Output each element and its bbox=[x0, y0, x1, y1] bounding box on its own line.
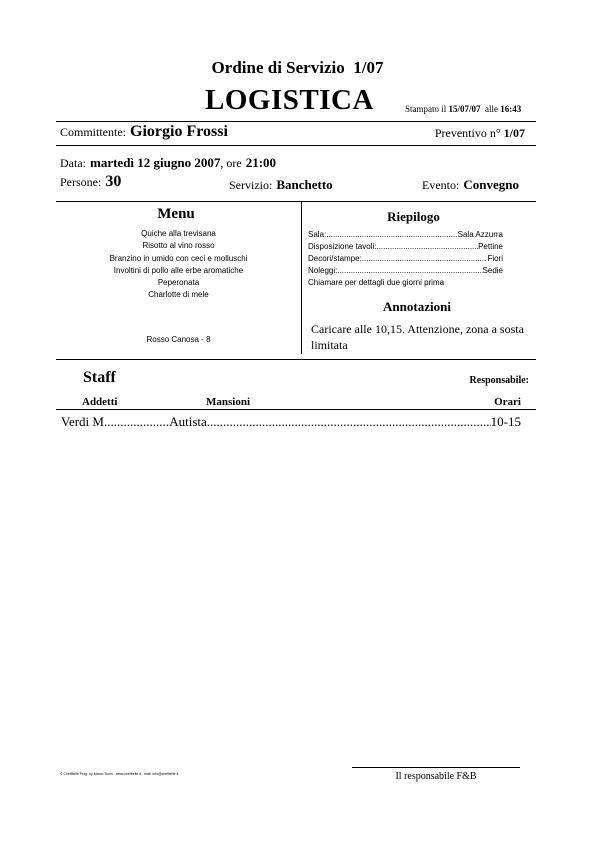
staff-hours: 10-15 bbox=[490, 414, 521, 429]
staff-heading: Staff bbox=[83, 369, 116, 386]
print-stamp: Stampato il 15/07/07 alle 16:43 bbox=[405, 104, 522, 114]
client-line bbox=[60, 123, 228, 141]
menu-heading: Menu bbox=[157, 206, 195, 222]
staff-name: Verdi M. bbox=[61, 414, 108, 429]
order-title: Ordine di Servizio bbox=[211, 58, 345, 77]
event-time: 21:00 bbox=[245, 155, 277, 170]
menu-item: Risotto al vino rosso bbox=[142, 241, 215, 251]
signature-line bbox=[352, 767, 520, 768]
client-divider bbox=[56, 145, 536, 146]
annotations-text: Caricare alle 10,15. Attenzione, zona a sosta limitata bbox=[311, 322, 524, 352]
wine-line: Rosso Canosa - 8 bbox=[146, 335, 211, 344]
people-count: 30 bbox=[105, 173, 122, 190]
order-number: 1/07 bbox=[353, 58, 384, 77]
header-divider bbox=[56, 121, 536, 122]
order-title-line bbox=[0, 58, 595, 78]
info-divider bbox=[56, 201, 536, 202]
staff-header-divider bbox=[56, 409, 536, 410]
department-title: LOGISTICA bbox=[205, 84, 374, 116]
menu-item: Quiche alla trevisana bbox=[141, 229, 216, 238]
col-header-role: Mansioni bbox=[206, 396, 251, 408]
signature-label: Il responsabile F&B bbox=[395, 771, 477, 782]
event-type: Convegno bbox=[463, 177, 519, 192]
annotations-heading: Annotazioni bbox=[383, 299, 451, 314]
print-date: 15/07/07 bbox=[448, 104, 481, 114]
summary-row-rentals: Noleggi: ..... Sedie bbox=[308, 266, 503, 275]
service-type: Banchetto bbox=[276, 177, 333, 192]
menu-item: Peperonata bbox=[157, 278, 200, 288]
body-divider bbox=[56, 359, 536, 360]
client-name: Giorgio Frossi bbox=[130, 123, 228, 140]
menu-item: Branzino in umido con ceci e molluschi bbox=[109, 253, 248, 263]
footer-credits: © ChefBelle Prog. by Marco Tonin - www.chefbelle.it - mail: info@chefbelle.it bbox=[60, 772, 179, 776]
service-line: Servizio: Banchetto bbox=[229, 177, 333, 192]
quote-label: Preventivo n° bbox=[434, 126, 501, 140]
col-header-staff: Addetti bbox=[82, 396, 118, 408]
summary-row-room: Sala: ..... Sala Azzurra bbox=[308, 230, 503, 239]
menu-list bbox=[56, 228, 301, 302]
summary-row-tables: Disposizione tavoli: ..... Pettine bbox=[308, 242, 503, 251]
summary-heading: Riepilogo bbox=[387, 209, 440, 224]
quote-number: 1/07 bbox=[503, 126, 525, 140]
quote-line bbox=[435, 126, 525, 141]
date-line: Data: martedì 12 giugno 2007, ore 21:00 bbox=[60, 155, 277, 170]
responsible-label: Responsabile: bbox=[469, 375, 529, 386]
summary-note: Chiamare per dettagli due giorni prima bbox=[308, 278, 445, 287]
event-date: martedì 12 giugno 2007 bbox=[90, 155, 221, 170]
staff-row bbox=[61, 414, 521, 430]
people-line: Persone: 30 bbox=[60, 173, 122, 190]
client-label: Committente: bbox=[60, 125, 126, 139]
staff-role: Autista bbox=[169, 414, 207, 429]
menu-item: Involtini di pollo alle erbe aromatiche bbox=[113, 265, 244, 275]
summary-row-decor: Decori/stampe: ..... Fiori bbox=[308, 254, 503, 263]
menu-item: Charlotte di mele bbox=[148, 290, 209, 300]
col-header-hours: Orari bbox=[494, 396, 521, 408]
print-time: 16:43 bbox=[500, 104, 522, 114]
event-line: Evento: Convegno bbox=[422, 177, 519, 192]
